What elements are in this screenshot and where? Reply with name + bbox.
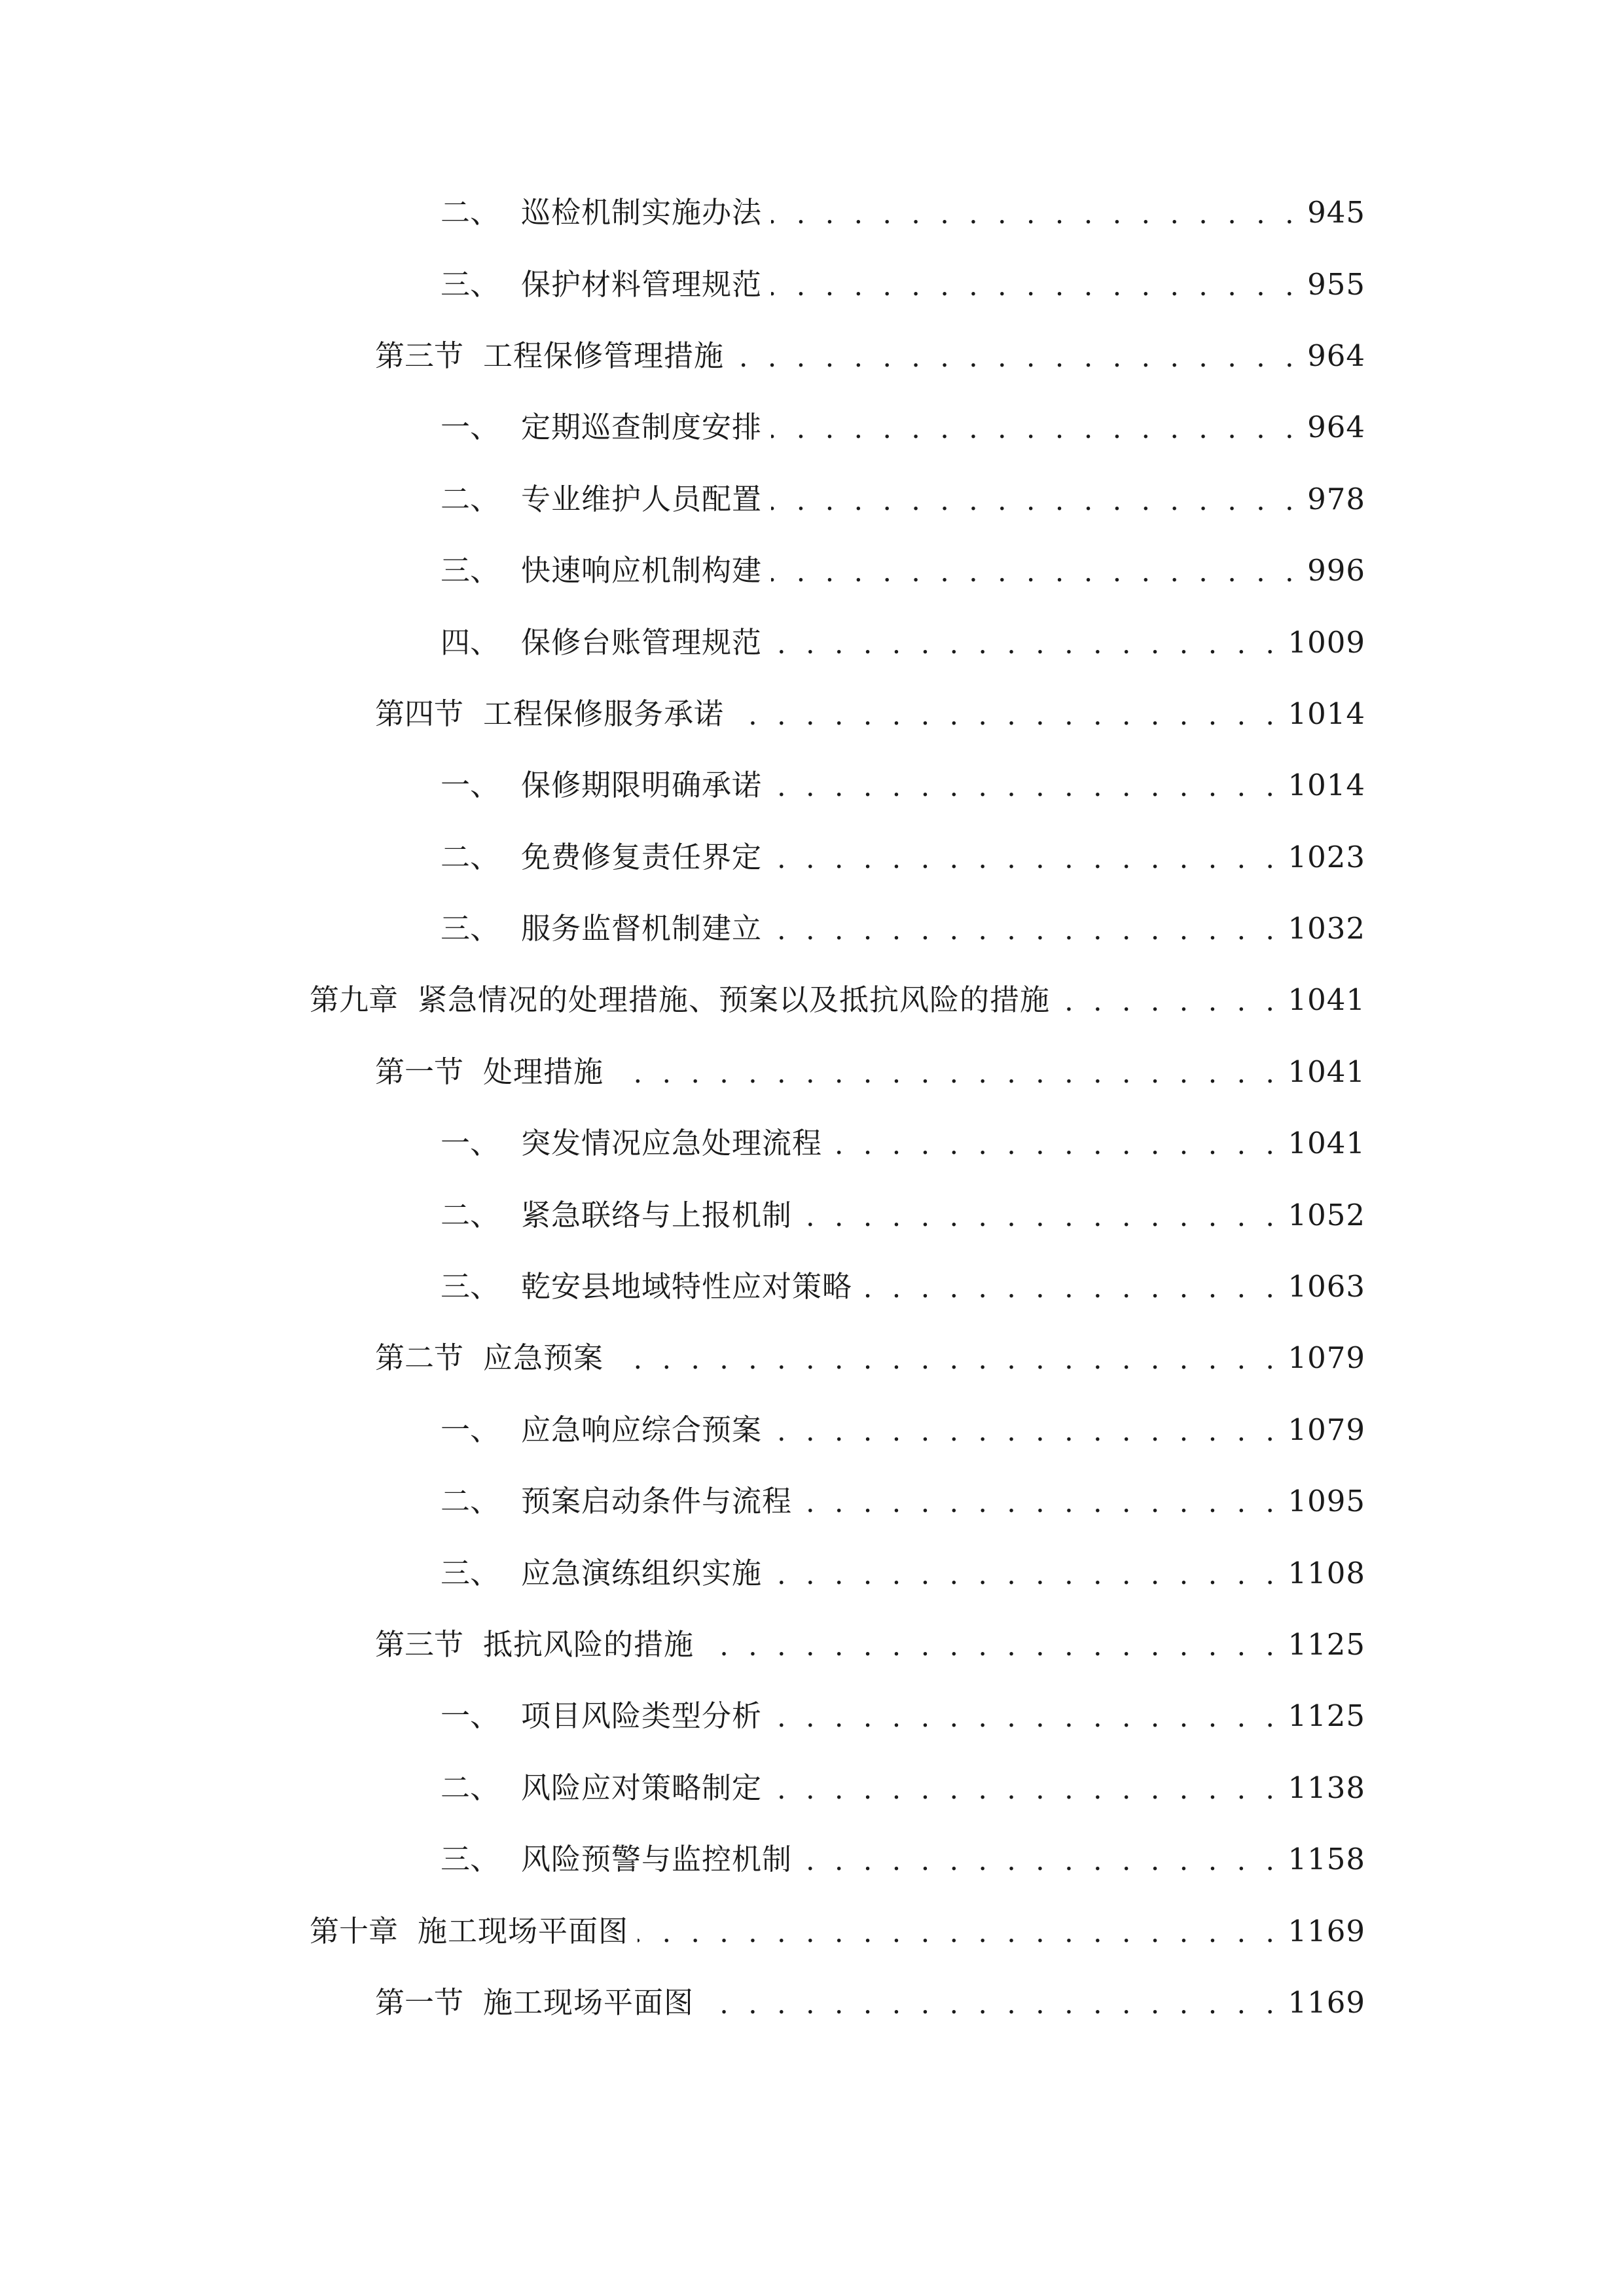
toc-entry-number: 三、 [441,1269,500,1304]
toc-page-number: 1079 [1288,1412,1365,1447]
toc-dot-leader [771,916,1280,946]
toc-page-number: 955 [1307,266,1365,302]
toc-page-number: 1041 [1288,1126,1365,1161]
toc-page-number: 964 [1307,410,1365,445]
toc-entry-title: 工程保修服务承诺 [483,696,725,731]
toc-entry-title: 施工现场平面图 [483,1984,695,2020]
toc-dot-leader [861,1274,1280,1304]
toc-dot-leader [733,344,1299,373]
toc-entry-number: 一、 [441,768,500,803]
toc-entry-number: 三、 [441,553,500,588]
table-of-contents [0,177,1624,2038]
toc-entry-number: 一、 [441,1698,500,1734]
toc-page-number: 1052 [1288,1197,1365,1232]
toc-page-number: 1023 [1288,839,1365,874]
toc-entry-title: 免费修复责任界定 [521,839,763,874]
toc-entry[interactable] [0,1036,1624,1107]
toc-dot-leader [613,1346,1280,1375]
toc-page-number: 945 [1307,195,1365,230]
toc-entry[interactable] [0,391,1624,463]
toc-dot-leader [801,1489,1280,1518]
toc-entry-title: 项目风险类型分析 [521,1698,763,1734]
toc-entry-number: 二、 [441,1770,500,1805]
toc-entry-title: 专业维护人员配置 [521,481,763,516]
toc-entry[interactable] [0,749,1624,821]
toc-entry-number: 二、 [441,481,500,516]
toc-dot-leader [801,1847,1280,1876]
toc-entry[interactable] [0,463,1624,535]
toc-page-number: 1125 [1288,1698,1365,1734]
toc-entry-number: 二、 [441,1197,500,1232]
toc-dot-leader [771,1418,1280,1447]
toc-entry[interactable] [0,1680,1624,1751]
toc-entry[interactable] [0,1465,1624,1537]
toc-entry-number: 第十章 [310,1913,399,1948]
toc-page-number: 1108 [1288,1555,1365,1590]
toc-entry[interactable] [0,1179,1624,1250]
toc-entry[interactable] [0,1609,1624,1680]
toc-entry-number: 第二节 [375,1340,464,1376]
toc-entry-title: 快速响应机制构建 [521,553,763,588]
toc-entry-title: 定期巡查制度安排 [521,410,763,445]
toc-entry-number: 第九章 [310,982,399,1018]
toc-entry[interactable] [0,1752,1624,1823]
toc-entry[interactable] [0,821,1624,893]
toc-entry-number: 一、 [441,1126,500,1161]
toc-entry-title: 应急响应综合预案 [521,1412,763,1447]
toc-page-number: 1138 [1288,1770,1365,1805]
toc-entry-number: 第四节 [375,696,464,731]
toc-entry[interactable] [0,177,1624,248]
toc-entry-title: 应急预案 [483,1340,604,1376]
toc-page-number: 1063 [1288,1269,1365,1304]
toc-entry[interactable] [0,1967,1624,2038]
toc-entry-number: 第一节 [375,1054,464,1089]
toc-entry-title: 预案启动条件与流程 [521,1484,793,1519]
toc-entry[interactable] [0,1251,1624,1322]
toc-dot-leader [771,558,1299,588]
toc-page-number: 1169 [1288,1913,1365,1948]
toc-entry[interactable] [0,1895,1624,1966]
toc-entry-number: 第三节 [375,1627,464,1662]
toc-page-number: 1032 [1288,911,1365,946]
toc-page-number: 1158 [1288,1842,1365,1877]
toc-dot-leader [613,1060,1280,1089]
toc-entry-number: 一、 [441,410,500,445]
toc-entry[interactable] [0,606,1624,677]
toc-entry-number: 二、 [441,839,500,874]
toc-entry-title: 处理措施 [483,1054,604,1089]
toc-entry-number: 三、 [441,911,500,946]
toc-entry-title: 突发情况应急处理流程 [521,1126,823,1161]
toc-entry-title: 工程保修管理措施 [483,338,725,373]
toc-dot-leader [801,1203,1280,1232]
toc-entry-title: 风险预警与监控机制 [521,1842,793,1877]
toc-page-number: 964 [1307,338,1365,373]
toc-dot-leader [771,773,1280,802]
toc-entry-number: 第一节 [375,1984,464,2020]
toc-entry[interactable] [0,678,1624,749]
toc-page-number: 1014 [1288,768,1365,803]
toc-page-number: 1095 [1288,1484,1365,1519]
toc-entry[interactable] [0,893,1624,964]
toc-entry[interactable] [0,1107,1624,1179]
toc-dot-leader [771,1704,1280,1733]
toc-dot-leader [703,1990,1280,2020]
toc-entry-title: 巡检机制实施办法 [521,195,763,230]
toc-entry-number: 二、 [441,195,500,230]
toc-entry-title: 抵抗风险的措施 [483,1627,695,1662]
toc-page-number: 1169 [1288,1984,1365,2020]
toc-entry-title: 施工现场平面图 [418,1913,629,1948]
toc-entry-number: 四、 [441,624,500,660]
toc-entry[interactable] [0,1823,1624,1895]
toc-page-number: 978 [1307,481,1365,516]
toc-entry-number: 一、 [441,1412,500,1447]
toc-entry[interactable] [0,1394,1624,1465]
toc-dot-leader [771,415,1299,444]
toc-page-number: 1041 [1288,1054,1365,1089]
toc-entry-number: 三、 [441,266,500,302]
toc-entry[interactable] [0,320,1624,391]
toc-dot-leader [771,1776,1280,1805]
toc-dot-leader [733,702,1280,731]
toc-entry[interactable] [0,535,1624,606]
toc-entry-title: 保修台账管理规范 [521,624,763,660]
toc-dot-leader [771,200,1299,230]
toc-entry[interactable] [0,1322,1624,1393]
toc-dot-leader [831,1131,1280,1160]
toc-dot-leader [703,1632,1280,1662]
toc-entry-number: 三、 [441,1842,500,1877]
toc-dot-leader [771,487,1299,516]
toc-dot-leader [638,1919,1280,1948]
toc-entry-title: 风险应对策略制定 [521,1770,763,1805]
toc-page-number: 1014 [1288,696,1365,731]
toc-entry[interactable] [0,964,1624,1035]
toc-entry-title: 乾安县地域特性应对策略 [521,1269,853,1304]
toc-entry-title: 保护材料管理规范 [521,266,763,302]
toc-entry[interactable] [0,248,1624,319]
toc-entry-title: 紧急联络与上报机制 [521,1197,793,1232]
toc-dot-leader [771,630,1280,660]
toc-entry-title: 服务监督机制建立 [521,911,763,946]
toc-dot-leader [771,845,1280,874]
toc-page-number: 996 [1307,553,1365,588]
toc-entry-number: 二、 [441,1484,500,1519]
toc-entry-number: 三、 [441,1555,500,1590]
toc-page-number: 1125 [1288,1627,1365,1662]
toc-page-number: 1041 [1288,982,1365,1018]
toc-entry-title: 紧急情况的处理措施、预案以及抵抗风险的措施 [418,982,1051,1018]
toc-entry[interactable] [0,1537,1624,1608]
toc-dot-leader [771,272,1299,302]
toc-dot-leader [1059,988,1280,1017]
toc-page-number: 1009 [1288,624,1365,660]
toc-page-number: 1079 [1288,1340,1365,1376]
toc-entry-title: 保修期限明确承诺 [521,768,763,803]
toc-entry-title: 应急演练组织实施 [521,1555,763,1590]
toc-dot-leader [771,1561,1280,1590]
toc-entry-number: 第三节 [375,338,464,373]
